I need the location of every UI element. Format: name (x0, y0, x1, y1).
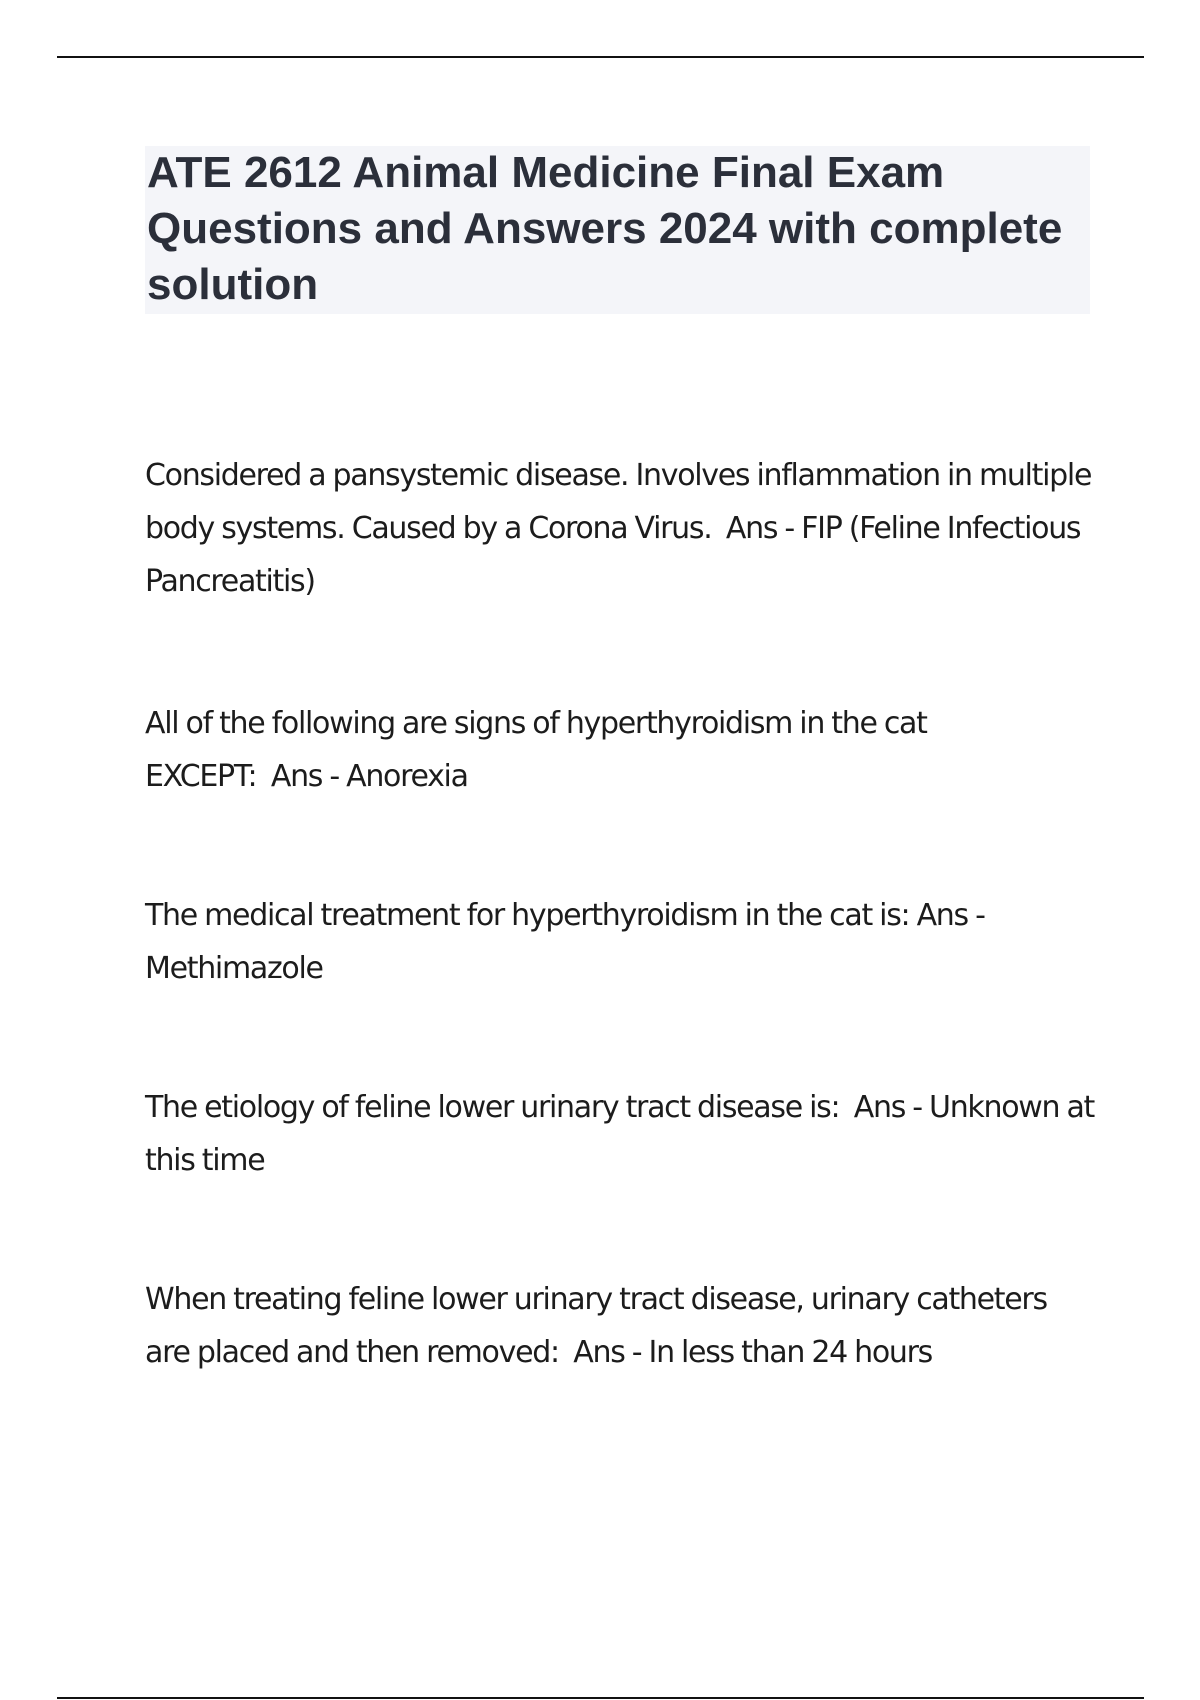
answer-text: Ans - In less than 24 hours (573, 1335, 932, 1370)
question-text: Considered a pansystemic disease. Involves inflammation in multiple body systems. Caused by a Corona Virus. (145, 458, 1092, 546)
answer-text: Ans - Anorexia (270, 759, 468, 794)
answer-text: Ans - Methimazole (145, 898, 992, 986)
qa-item-1 (145, 449, 1095, 608)
document-title: ATE 2612 Animal Medicine Final Exam Questions and Answers 2024 with complete solution (147, 148, 1063, 309)
question-text: The etiology of feline lower urinary tract disease is: (145, 1090, 840, 1125)
question-text: All of the following are signs of hyperthyroidism in the cat EXCEPT: (145, 706, 927, 794)
bottom-divider (57, 1697, 1144, 1699)
qa-item-4 (145, 1081, 1102, 1187)
qa-item-5 (145, 1273, 1095, 1379)
answer-text: Ans - FIP (Feline Infectious Pancreatitis) (145, 511, 1088, 599)
qa-item-2 (145, 697, 1095, 803)
question-text: When treating feline lower urinary tract disease, urinary catheters are placed and then removed: (145, 1282, 1047, 1370)
title-banner (145, 146, 1090, 314)
question-text: The medical treatment for hyperthyroidism in the cat is: (145, 898, 910, 933)
qa-item-3 (145, 889, 1095, 995)
answer-text: Ans - Unknown at this time (145, 1090, 1102, 1178)
top-divider (57, 56, 1144, 58)
